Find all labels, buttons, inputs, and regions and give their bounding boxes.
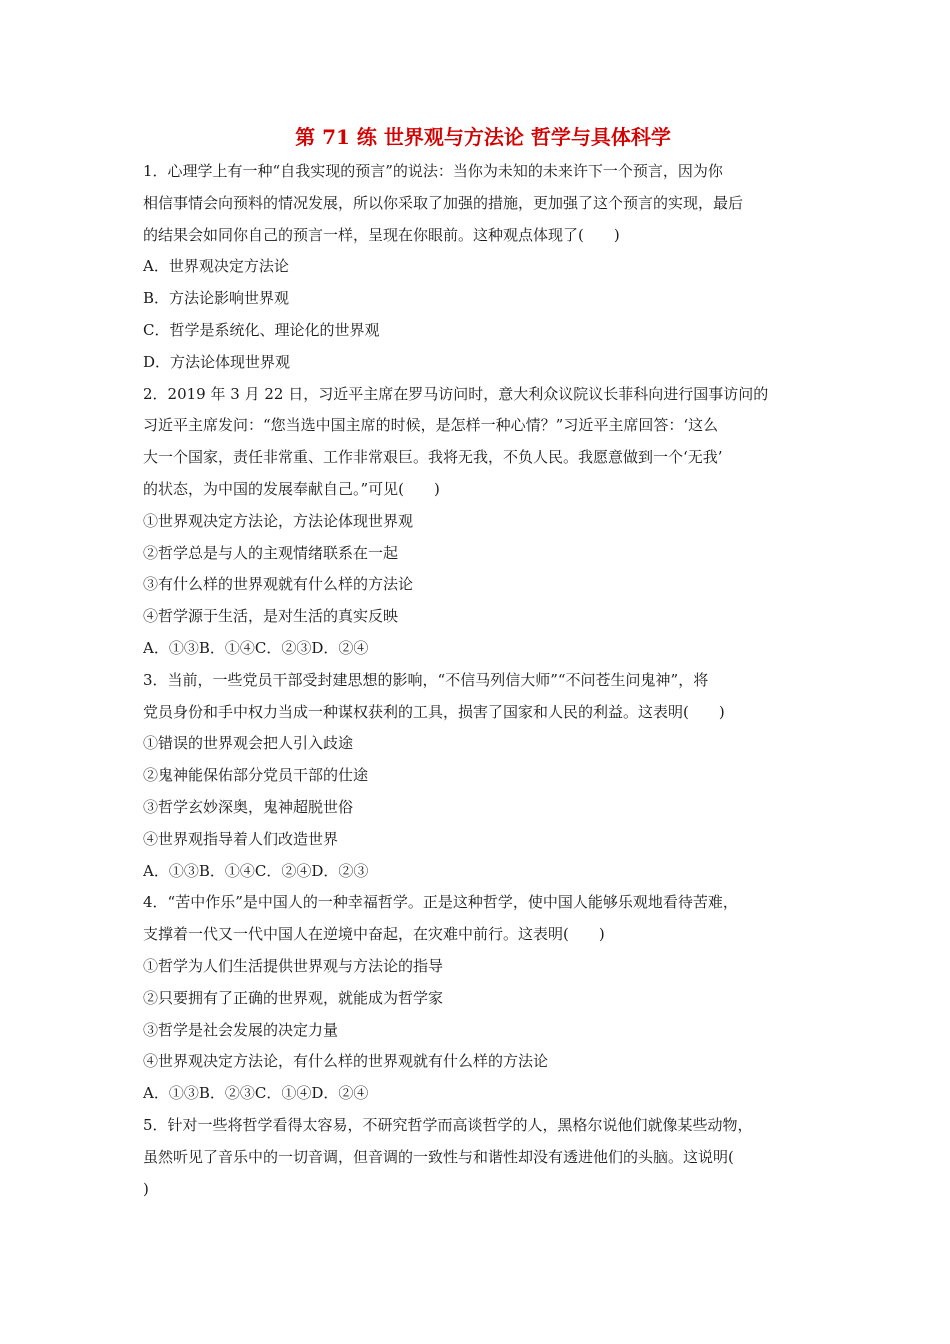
statement-item: ②哲学总是与人的主观情绪联系在一起: [143, 543, 399, 562]
document-page: [143, 122, 823, 1205]
statement-item: ③有什么样的世界观就有什么样的方法论: [143, 575, 414, 594]
answer-option: B．方法论影响世界观: [143, 289, 290, 308]
question-stem-line: 3．当前，一些党员干部受封建思想的影响，“不信马列信大师”“不问苍生问鬼神”，将: [143, 670, 709, 689]
question-3: [143, 665, 823, 888]
document-title: 第 71 练 世界观与方法论 哲学与具体科学: [295, 125, 671, 149]
statement-item: ①哲学为人们生活提供世界观与方法论的指导: [143, 956, 444, 975]
question-4: [143, 887, 823, 1110]
statement-item: ②鬼神能保佑部分党员干部的仕途: [143, 766, 369, 785]
question-stem-line: 相信事情会向预料的情况发展，所以你采取了加强的措施，更加强了这个预言的实现，最后: [143, 193, 744, 212]
answer-options: A．①③B．①④C．②③D．②④: [143, 638, 369, 657]
answer-option: C．哲学是系统化、理论化的世界观: [143, 320, 380, 339]
question-5: [143, 1110, 823, 1205]
question-stem-line: 2．2019 年 3 月 22 日，习近平主席在罗马访问时，意大利众议院议长菲科向进行国事访问的: [143, 384, 769, 403]
answer-options: A．①③B．①④C．②④D．②③: [143, 861, 369, 880]
statement-item: ③哲学玄妙深奥，鬼神超脱世俗: [143, 797, 354, 816]
answer-options: A．①③B．②③C．①④D．②④: [143, 1084, 369, 1103]
question-stem-line: 党员身份和手中权力当成一种谋权获利的工具，损害了国家和人民的利益。这表明( ): [143, 702, 725, 721]
statement-item: ④世界观决定方法论，有什么样的世界观就有什么样的方法论: [143, 1052, 549, 1071]
question-stem-line: 的状态，为中国的发展奉献自己。”可见( ): [143, 479, 440, 498]
question-stem-line: 习近平主席发问：“您当选中国主席的时候，是怎样一种心情？”习近平主席回答：‘这么: [143, 416, 719, 435]
statement-item: ②只要拥有了正确的世界观，就能成为哲学家: [143, 988, 444, 1007]
question-stem-line: 4．“苦中作乐”是中国人的一种幸福哲学。正是这种哲学，使中国人能够乐观地看待苦难，: [143, 893, 738, 912]
statement-item: ④哲学源于生活，是对生活的真实反映: [143, 607, 399, 626]
question-1: [143, 156, 823, 379]
question-stem-line: 1．心理学上有一种“自我实现的预言”的说法：当你为未知的未来许下一个预言，因为你: [143, 162, 723, 180]
question-stem-line: 大一个国家，责任非常重、工作非常艰巨。我将无我，不负人民。我愿意做到一个‘无我’: [143, 448, 723, 467]
statement-item: ①世界观决定方法论，方法论体现世界观: [143, 511, 414, 530]
question-stem-line: 虽然听见了音乐中的一切音调，但音调的一致性与和谐性却没有透进他们的头脑。这说明(: [143, 1147, 734, 1166]
question-stem-line: 的结果会如同你自己的预言一样，呈现在你眼前。这种观点体现了( ): [143, 225, 620, 244]
question-2: [143, 379, 823, 665]
answer-option: D．方法论体现世界观: [143, 352, 291, 371]
statement-item: ①错误的世界观会把人引入歧途: [143, 734, 354, 753]
statement-item: ④世界观指导着人们改造世界: [143, 829, 339, 848]
question-stem-line: 支撑着一代又一代中国人在逆境中奋起，在灾难中前行。这表明( ): [143, 925, 605, 944]
question-stem-line: ): [143, 1179, 149, 1198]
answer-option: A．世界观决定方法论: [143, 257, 289, 276]
question-stem-line: 5．针对一些将哲学看得太容易，不研究哲学而高谈哲学的人，黑格尔说他们就像某些动物，: [143, 1115, 753, 1134]
statement-item: ③哲学是社会发展的决定力量: [143, 1020, 339, 1039]
